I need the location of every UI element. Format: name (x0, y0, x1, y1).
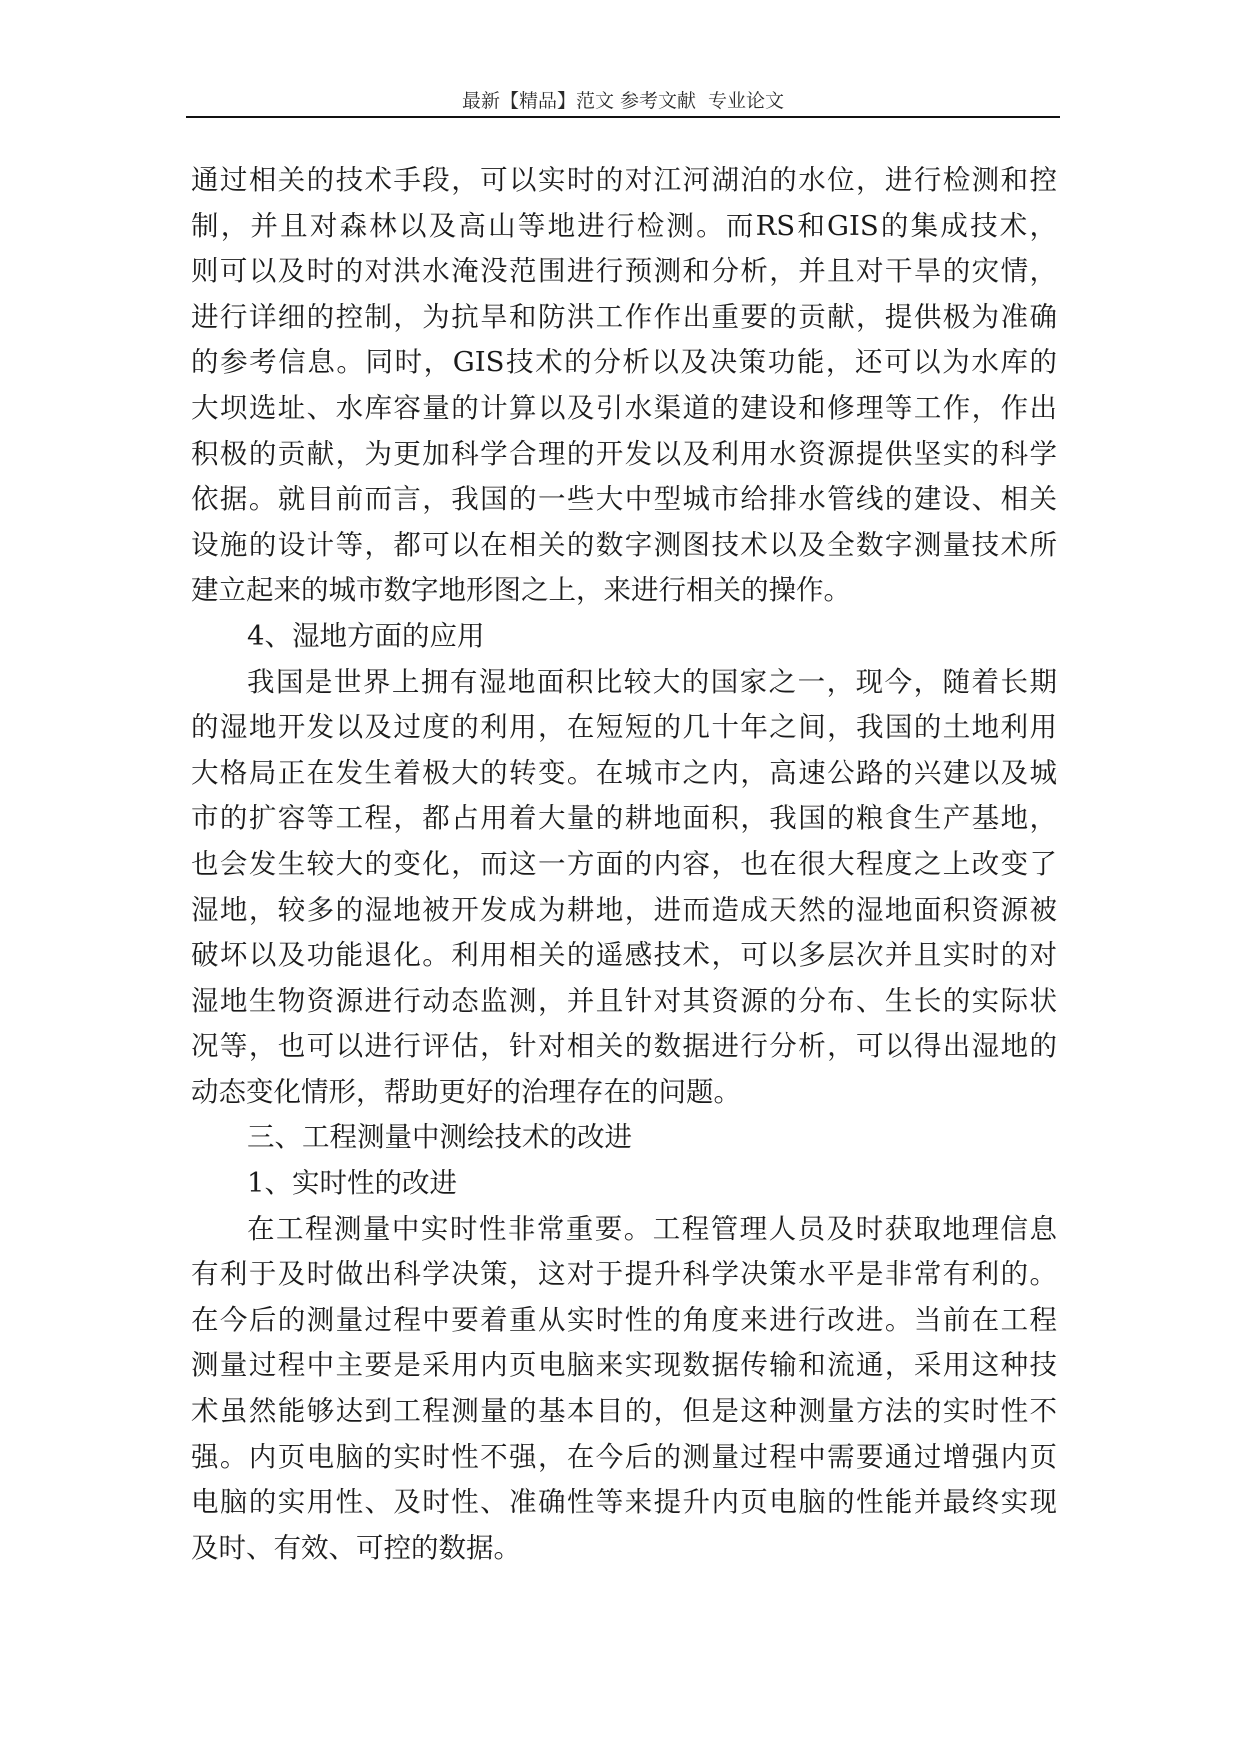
page-header: 最新【精品】范文 参考文献 专业论文 (461, 90, 785, 112)
text-line: 湿地，较多的湿地被开发成为耕地，进而造成天然的湿地面积资源被 (191, 893, 1057, 926)
text-line: 的参考信息。同时，GIS技术的分析以及决策功能，还可以为水库的 (191, 346, 1057, 379)
text-line: 动态变化情形，帮助更好的治理存在的问题。 (191, 1075, 741, 1108)
body-text (191, 158, 1057, 1571)
text-line: 设施的设计等，都可以在相关的数字测图技术以及全数字测量技术所 (191, 528, 1057, 561)
text-line: 况等，也可以进行评估，针对相关的数据进行分析，可以得出湿地的 (191, 1030, 1057, 1063)
text-line: 市的扩容等工程，都占用着大量的耕地面积，我国的粮食生产基地， (191, 802, 1057, 835)
subsection-heading: 1、实时性的改进 (247, 1167, 457, 1200)
text-line: 则可以及时的对洪水淹没范围进行预测和分析，并且对干旱的灾情， (191, 255, 1057, 288)
section-heading: 三、工程测量中测绘技术的改进 (247, 1121, 632, 1154)
text-line: 在工程测量中实时性非常重要。工程管理人员及时获取地理信息 (247, 1212, 1057, 1245)
text-line: 术虽然能够达到工程测量的基本目的，但是这种测量方法的实时性不 (191, 1395, 1057, 1428)
text-line: 大格局正在发生着极大的转变。在城市之内，高速公路的兴建以及城 (191, 756, 1057, 789)
text-line: 的湿地开发以及过度的利用，在短短的几十年之间，我国的土地利用 (191, 711, 1057, 744)
text-line: 依据。就目前而言，我国的一些大中型城市给排水管线的建设、相关 (191, 483, 1057, 516)
text-line: 在今后的测量过程中要着重从实时性的角度来进行改进。当前在工程 (191, 1303, 1057, 1336)
text-line: 电脑的实用性、及时性、准确性等来提升内页电脑的性能并最终实现 (191, 1486, 1057, 1519)
text-line: 我国是世界上拥有湿地面积比较大的国家之一，现今，随着长期 (247, 665, 1057, 698)
text-line: 建立起来的城市数字地形图之上，来进行相关的操作。 (191, 574, 851, 607)
text-line: 测量过程中主要是采用内页电脑来实现数据传输和流通，采用这种技 (191, 1349, 1057, 1382)
text-line: 及时、有效、可控的数据。 (191, 1531, 521, 1564)
text-line: 大坝选址、水库容量的计算以及引水渠道的建设和修理等工作，作出 (191, 391, 1057, 424)
text-line: 积极的贡献，为更加科学合理的开发以及利用水资源提供坚实的科学 (191, 437, 1057, 470)
text-line: 通过相关的技术手段，可以实时的对江河湖泊的水位，进行检测和控 (191, 164, 1057, 196)
text-line: 强。内页电脑的实时性不强，在今后的测量过程中需要通过增强内页 (191, 1440, 1057, 1473)
text-line: 制，并且对森林以及高山等地进行检测。而RS和GIS的集成技术， (191, 209, 1057, 242)
text-line: 进行详细的控制，为抗旱和防洪工作作出重要的贡献，提供极为准确 (191, 300, 1057, 333)
text-line: 湿地生物资源进行动态监测，并且针对其资源的分布、生长的实际状 (191, 984, 1057, 1017)
text-line: 有利于及时做出科学决策，这对于提升科学决策水平是非常有利的。 (191, 1258, 1057, 1291)
header-rule (186, 116, 1060, 118)
section-heading: 4、湿地方面的应用 (247, 619, 485, 652)
text-line: 破坏以及功能退化。利用相关的遥感技术，可以多层次并且实时的对 (191, 939, 1057, 972)
text-line: 也会发生较大的变化，而这一方面的内容，也在很大程度之上改变了 (191, 847, 1057, 880)
